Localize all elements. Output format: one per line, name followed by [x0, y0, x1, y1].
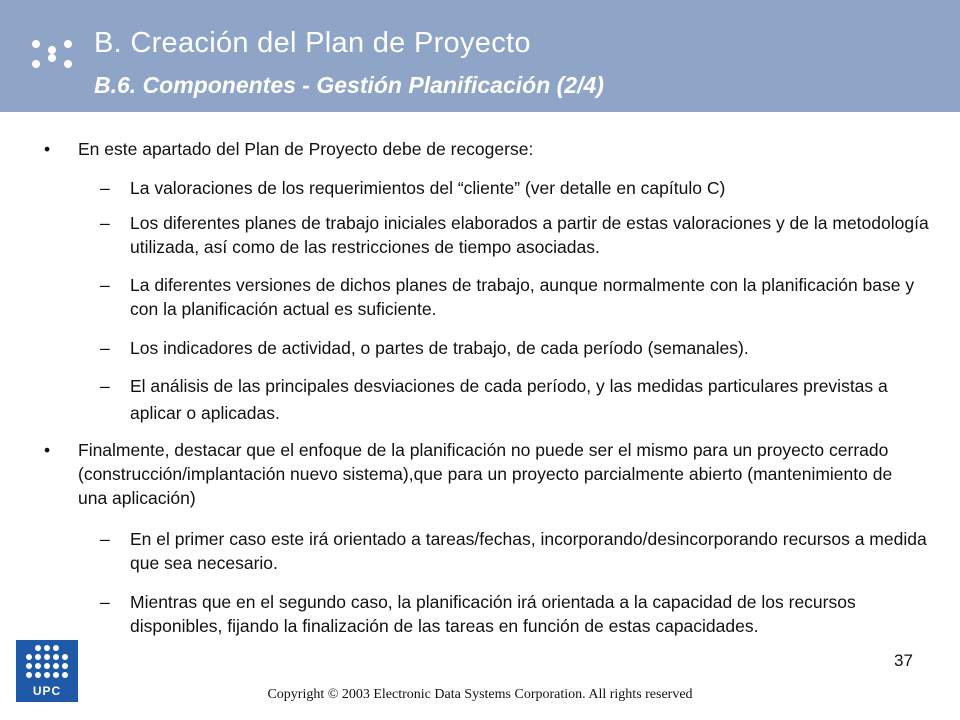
- dash-icon: –: [100, 275, 110, 295]
- bullet-text: En este apartado del Plan de Proyecto debe de recogerse:: [78, 139, 534, 159]
- slide-title: B. Creación del Plan de Proyecto: [94, 27, 531, 59]
- sub-bullet-item: [100, 176, 930, 200]
- logo-text: UPC: [32, 684, 62, 698]
- sub-bullet-item: [100, 211, 930, 259]
- logo-dots-icon: [21, 645, 73, 683]
- dash-icon: –: [100, 213, 110, 233]
- bullet-icon: •: [44, 440, 51, 460]
- sub-bullet-text: Los indicadores de actividad, o partes de trabajo, de cada período (semanales).: [130, 338, 749, 358]
- sub-bullet-text: Mientras que en el segundo caso, la planificación irá orientada a la capacidad de los recursos disponibles, fijando la finalización de las tareas en función de estas capacidades.: [130, 592, 856, 636]
- sub-bullet-item: [100, 590, 930, 638]
- dash-icon: –: [100, 529, 110, 549]
- dash-icon: –: [100, 376, 110, 396]
- dash-icon: –: [100, 592, 110, 612]
- bullet-item: [44, 438, 908, 510]
- sub-bullet-text: La diferentes versiones de dichos planes de trabajo, aunque normalmente con la planificación base y con la planificación actual es suficiente.: [130, 275, 915, 319]
- page-number: 37: [894, 651, 913, 670]
- sub-bullet-text: Los diferentes planes de trabajo iniciales elaborados a partir de estas valoraciones y de la metodología utilizada, así como de las restricciones de tiempo asociadas.: [130, 213, 929, 257]
- slide-subtitle: B.6. Componentes - Gestión Planificación (2/4): [94, 72, 604, 98]
- sub-bullet-item: [100, 373, 930, 427]
- sub-bullet-text: La valoraciones de los requerimientos del “cliente” (ver detalle en capítulo C): [130, 178, 726, 198]
- sub-bullet-item: [100, 273, 930, 321]
- sub-bullet-text: El análisis de las principales desviaciones de cada período, y las medidas particulares previstas a aplicar o aplicadas.: [130, 376, 888, 423]
- dash-icon: –: [100, 178, 110, 198]
- bullet-icon: •: [44, 139, 51, 159]
- sub-bullet-item: [100, 527, 930, 575]
- dash-icon: –: [100, 338, 110, 358]
- sub-bullet-text: En el primer caso este irá orientado a tareas/fechas, incorporando/desincorporando recursos a medida que sea necesario.: [130, 529, 927, 573]
- bullet-text: Finalmente, destacar que el enfoque de la planificación no puede ser el mismo para un proyecto cerrado (construcción/implantación nuevo sistema),que para un proyecto parcialmente abierto (mantenimiento de una aplicación): [78, 440, 893, 508]
- bullet-item: [44, 137, 918, 161]
- copyright-notice: Copyright © 2003 Electronic Data Systems Corporation. All rights reserved: [267, 687, 693, 702]
- sub-bullet-item: [100, 336, 930, 360]
